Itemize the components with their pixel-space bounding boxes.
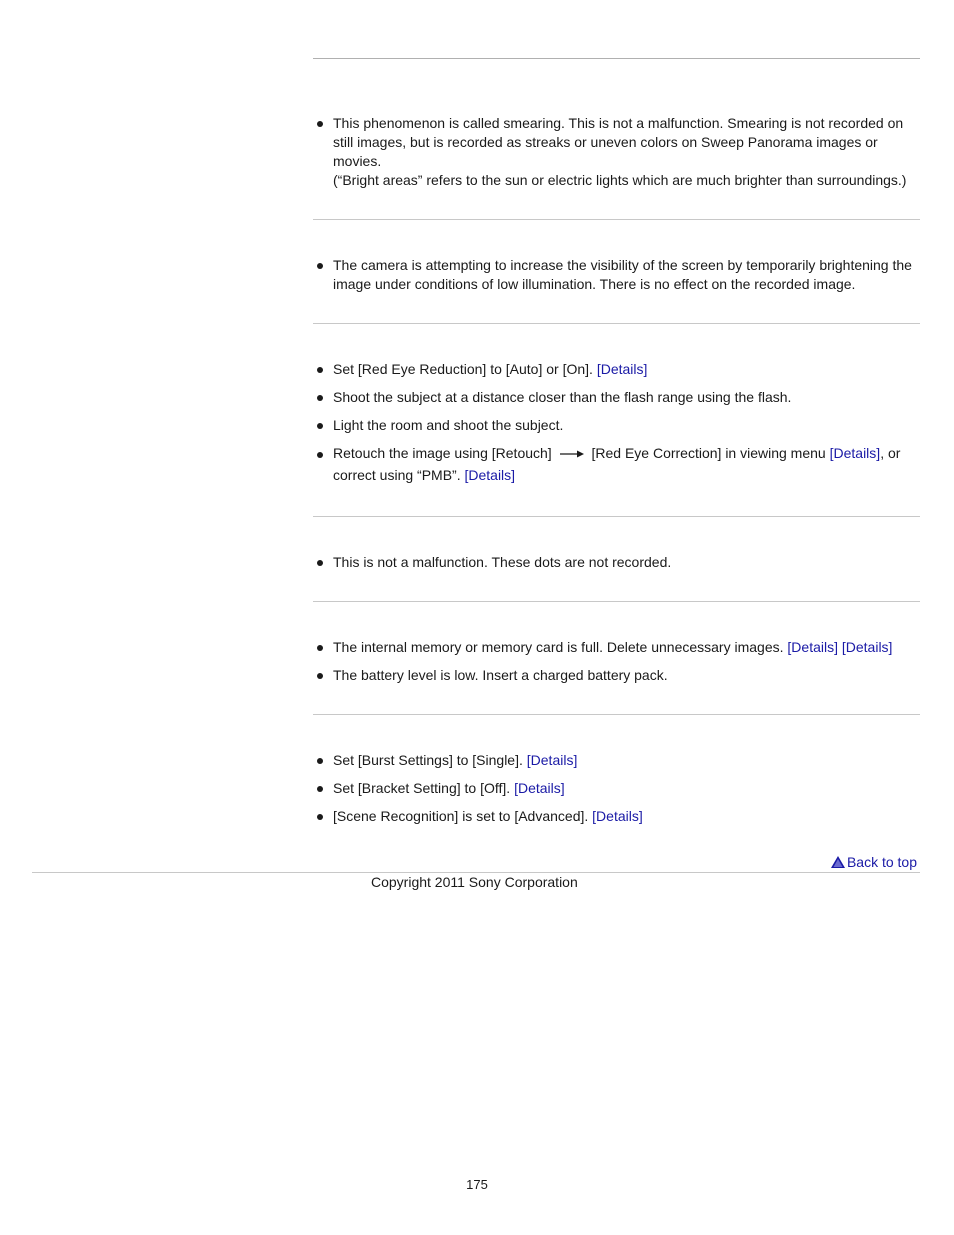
list-item-brightening: The camera is attempting to increase the visibility of the screen by temporarily brightening the image under conditions of low illumination. There is no effect on the recorded image. xyxy=(333,256,923,294)
section-divider xyxy=(313,601,920,602)
section-divider xyxy=(313,219,920,220)
section-divider xyxy=(313,714,920,715)
section-divider xyxy=(313,516,920,517)
copyright: Copyright 2011 Sony Corporation xyxy=(371,874,578,890)
details-link[interactable]: [Details] xyxy=(841,639,893,655)
top-divider xyxy=(313,58,920,59)
list-item-retouch: Retouch the image using [Retouch] [Red Eye Correction] in viewing menu [Details], or correct using “PMB”. [Details] xyxy=(333,445,923,486)
section-divider xyxy=(313,323,920,324)
details-link[interactable]: [Details] xyxy=(829,445,881,461)
details-link[interactable]: [Details] xyxy=(787,639,838,655)
details-link[interactable]: [Details] xyxy=(526,752,578,768)
list-item-bracket-setting: Set [Bracket Setting] to [Off]. [Details] xyxy=(333,779,923,798)
triangle-up-icon xyxy=(831,856,845,868)
details-link[interactable]: [Details] xyxy=(514,780,565,796)
list-item-battery-low: The battery level is low. Insert a charged battery pack. xyxy=(333,666,923,685)
arrow-right-icon xyxy=(560,449,584,459)
list-item-memory-full: The internal memory or memory card is full. Delete unnecessary images. [Details] [Details] xyxy=(333,638,923,657)
list-item-flash-range: Shoot the subject at a distance closer than the flash range using the flash. xyxy=(333,388,923,407)
details-link[interactable]: [Details] xyxy=(596,361,648,377)
list-item-burst-settings: Set [Burst Settings] to [Single]. [Details] xyxy=(333,751,923,770)
details-link[interactable]: [Details] xyxy=(464,467,516,483)
list-item-dots: This is not a malfunction. These dots are not recorded. xyxy=(333,553,923,572)
details-link[interactable]: [Details] xyxy=(592,808,643,824)
page-number: 175 xyxy=(466,1177,488,1192)
list-item-red-eye-reduction: Set [Red Eye Reduction] to [Auto] or [On]. [Details] xyxy=(333,360,923,379)
back-to-top-link[interactable]: Back to top xyxy=(831,854,917,870)
list-item-scene-recognition: [Scene Recognition] is set to [Advanced]. [Details] xyxy=(333,807,923,826)
list-item-light-room: Light the room and shoot the subject. xyxy=(333,416,923,435)
list-item-smearing: This phenomenon is called smearing. This is not a malfunction. Smearing is not recorded on still images, but is recorded as streaks or uneven colors on Sweep Panorama images or movies. (“Bright areas” refers to the sun or electric lights which are much brighter than surroundings.) xyxy=(333,114,923,190)
footer-divider xyxy=(32,872,920,873)
